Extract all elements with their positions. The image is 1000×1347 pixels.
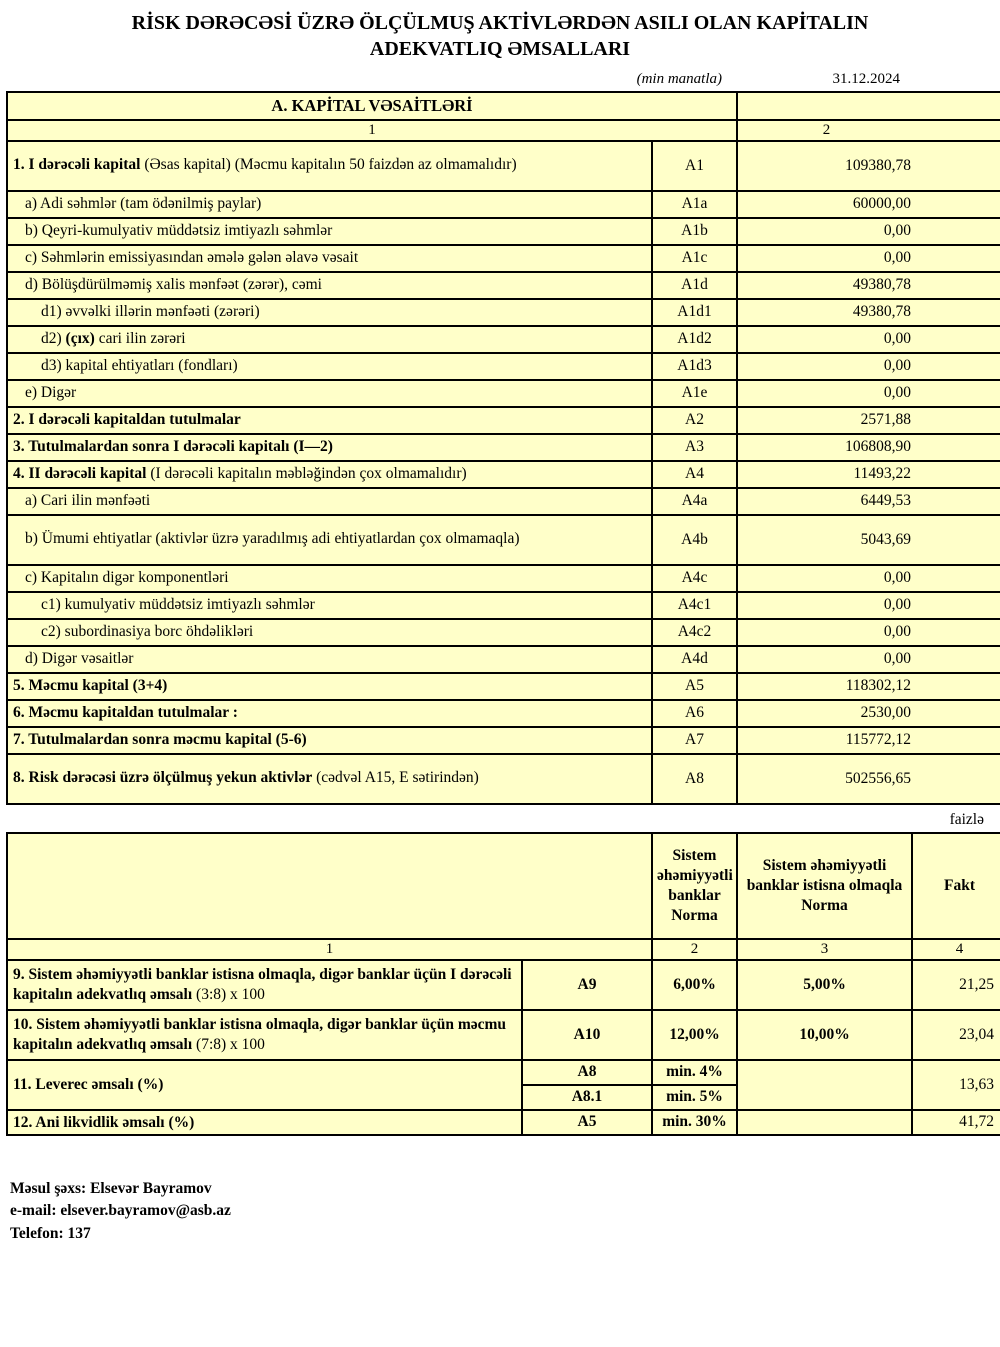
- row-code: A3: [652, 434, 737, 461]
- row-code: A9: [522, 960, 652, 1010]
- row-value: 11493,22: [737, 461, 1000, 488]
- column-number-4: 4: [912, 939, 1000, 960]
- fakt-value: 23,04: [912, 1010, 1000, 1060]
- row-code: A4b: [652, 515, 737, 565]
- ratios-header-row: [7, 833, 1000, 939]
- row-code: A4c2: [652, 619, 737, 646]
- row-code: A4c1: [652, 592, 737, 619]
- table-row: [7, 245, 1000, 272]
- column-number-1: 1: [7, 939, 652, 960]
- col-header-fakt: Fakt: [912, 833, 1000, 939]
- column-number-2: 2: [652, 939, 737, 960]
- row-label: d) Digər vəsaitlər: [7, 646, 652, 673]
- percent-note: faizlə: [949, 810, 984, 828]
- capital-table-header-row: [7, 92, 1000, 120]
- row-code: A1d1: [652, 299, 737, 326]
- row-value: 2530,00: [737, 700, 1000, 727]
- row-label: c1) kumulyativ müddətsiz imtiyazlı səhmlər: [7, 592, 652, 619]
- row-value: 5043,69: [737, 515, 1000, 565]
- row-code: A1d2: [652, 326, 737, 353]
- table-row: [7, 700, 1000, 727]
- table-row: [7, 619, 1000, 646]
- row-value: 115772,12: [737, 727, 1000, 754]
- table-row: [7, 646, 1000, 673]
- capital-table: [6, 91, 1000, 805]
- column-number-row: [7, 939, 1000, 960]
- table-row: [7, 727, 1000, 754]
- row-code: A7: [652, 727, 737, 754]
- row-code: A1: [652, 141, 737, 191]
- row-label: 1. I dərəcəli kapital (Əsas kapital) (Məcmu kapitalın 50 faizdən az olmamalıdır): [7, 141, 652, 191]
- norma-systemic-value: 6,00%: [652, 960, 737, 1010]
- row-value: 118302,12: [737, 673, 1000, 700]
- page-title-line1: RİSK DƏRƏCƏSİ ÜZRƏ ÖLÇÜLMUŞ AKTİVLƏRDƏN ASILI OLAN KAPİTALIN: [131, 12, 869, 34]
- table-row: [7, 515, 1000, 565]
- contact-block: [6, 1178, 994, 1245]
- row-code: A10: [522, 1010, 652, 1060]
- table-row: [7, 272, 1000, 299]
- row-label: d3) kapital ehtiyatları (fondları): [7, 353, 652, 380]
- table-row: [7, 299, 1000, 326]
- row-value: 6449,53: [737, 488, 1000, 515]
- row-code: A1c: [652, 245, 737, 272]
- row-value: 2571,88: [737, 407, 1000, 434]
- table-row: [7, 592, 1000, 619]
- table-row: [7, 218, 1000, 245]
- row-value: 0,00: [737, 353, 1000, 380]
- row-label: a) Adi səhmlər (tam ödənilmiş paylar): [7, 191, 652, 218]
- unit-note: (min manatla): [636, 70, 722, 87]
- table-row: [7, 960, 1000, 1010]
- row-value: 0,00: [737, 619, 1000, 646]
- row-value: 60000,00: [737, 191, 1000, 218]
- table-row: [7, 326, 1000, 353]
- row-code: A4: [652, 461, 737, 488]
- page-title: [6, 10, 994, 63]
- table-row: [7, 461, 1000, 488]
- norma-other-value: [737, 1060, 912, 1110]
- norma-other-value: 5,00%: [737, 960, 912, 1010]
- fakt-value: 41,72: [912, 1110, 1000, 1135]
- table-row: [7, 1110, 1000, 1135]
- row-label: 9. Sistem əhəmiyyətli banklar istisna olmaqla, digər banklar üçün I dərəcəli kapitalın adekvatlıq əmsalı (3:8) x 100: [7, 960, 522, 1010]
- row-code: A6: [652, 700, 737, 727]
- table-row: [7, 1010, 1000, 1060]
- row-code: A8: [652, 754, 737, 804]
- fakt-value: 21,25: [912, 960, 1000, 1010]
- row-code: A8.1: [522, 1085, 652, 1110]
- row-label: b) Qeyri-kumulyativ müddətsiz imtiyazlı səhmlər: [7, 218, 652, 245]
- row-code: A2: [652, 407, 737, 434]
- row-label: e) Digər: [7, 380, 652, 407]
- col-header-norma-other: Sistem əhəmiyyətli banklar istisna olmaqla Norma: [737, 833, 912, 939]
- column-number-3: 3: [737, 939, 912, 960]
- row-label: c) Səhmlərin emissiyasından əmələ gələn əlavə vəsait: [7, 245, 652, 272]
- table-row: [7, 353, 1000, 380]
- table-row: [7, 488, 1000, 515]
- table-row: [7, 673, 1000, 700]
- row-label: 12. Ani likvidlik əmsalı (%): [7, 1110, 522, 1135]
- row-code: A5: [652, 673, 737, 700]
- row-label: 6. Məcmu kapitaldan tutulmalar :: [7, 700, 652, 727]
- row-label: 3. Tutulmalardan sonra I dərəcəli kapitalı (I—2): [7, 434, 652, 461]
- norma-systemic-value: min. 5%: [652, 1085, 737, 1110]
- contact-phone: Telefon: 137: [10, 1224, 91, 1242]
- table-row: [7, 380, 1000, 407]
- row-value: 109380,78: [737, 141, 1000, 191]
- row-code: A5: [522, 1110, 652, 1135]
- row-value: 49380,78: [737, 272, 1000, 299]
- capital-table-title: A. KAPİTAL VƏSAİTLƏRİ: [7, 92, 737, 120]
- row-value: 0,00: [737, 592, 1000, 619]
- row-label: 2. I dərəcəli kapitaldan tutulmalar: [7, 407, 652, 434]
- table-row: [7, 754, 1000, 804]
- row-label: b) Ümumi ehtiyatlar (aktivlər üzrə yaradılmış adi ehtiyatlardan çox olmamaqla): [7, 515, 652, 565]
- row-value: 502556,65: [737, 754, 1000, 804]
- column-number-1: 1: [7, 120, 737, 141]
- norma-other-value: 10,00%: [737, 1010, 912, 1060]
- report-date: 31.12.2024: [832, 70, 900, 87]
- norma-systemic-value: 12,00%: [652, 1010, 737, 1060]
- norma-systemic-value: min. 30%: [652, 1110, 737, 1135]
- row-label: 8. Risk dərəcəsi üzrə ölçülmuş yekun aktivlər (cədvəl A15, E sətirindən): [7, 754, 652, 804]
- row-value: 0,00: [737, 245, 1000, 272]
- row-code: A1d: [652, 272, 737, 299]
- ratios-table: [6, 832, 1000, 1136]
- table-row: [7, 191, 1000, 218]
- row-label: 11. Leverec əmsalı (%): [7, 1060, 522, 1110]
- col-header-norma-systemic: Sistem əhəmiyyətli banklar Norma: [652, 833, 737, 939]
- row-label: 5. Məcmu kapital (3+4): [7, 673, 652, 700]
- row-value: 49380,78: [737, 299, 1000, 326]
- row-value: 106808,90: [737, 434, 1000, 461]
- row-label: d2) (çıx) cari ilin zərəri: [7, 326, 652, 353]
- table-row: [7, 434, 1000, 461]
- table-row: [7, 407, 1000, 434]
- meta-row: [6, 65, 994, 91]
- row-code: A1a: [652, 191, 737, 218]
- row-label: d) Bölüşdürülməmiş xalis mənfəət (zərər), cəmi: [7, 272, 652, 299]
- row-value: 0,00: [737, 380, 1000, 407]
- fakt-value: 13,63: [912, 1060, 1000, 1110]
- row-code: A1d3: [652, 353, 737, 380]
- row-code: A4c: [652, 565, 737, 592]
- row-label: d1) əvvəlki illərin mənfəəti (zərəri): [7, 299, 652, 326]
- contact-email: e-mail: elsever.bayramov@asb.az: [10, 1202, 231, 1220]
- blank-header-cell: [737, 92, 1000, 120]
- norma-systemic-value: min. 4%: [652, 1060, 737, 1085]
- row-code: A8: [522, 1060, 652, 1085]
- table-row: [7, 1060, 1000, 1085]
- row-label: 4. II dərəcəli kapital (I dərəcəli kapitalın məbləğindən çox olmamalıdır): [7, 461, 652, 488]
- row-label: a) Cari ilin mənfəəti: [7, 488, 652, 515]
- row-code: A1b: [652, 218, 737, 245]
- responsible-person: Məsul şəxs: Elsevər Bayramov: [10, 1179, 212, 1197]
- row-label: 10. Sistem əhəmiyyətli banklar istisna olmaqla, digər banklar üçün məcmu kapitalın adekvatlıq əmsalı (7:8) x 100: [7, 1010, 522, 1060]
- row-code: A4a: [652, 488, 737, 515]
- page-title-line2: ADEKVATLIQ ƏMSALLARI: [369, 38, 631, 61]
- table-row: [7, 141, 1000, 191]
- blank-header-cell: [7, 833, 652, 939]
- row-value: 0,00: [737, 565, 1000, 592]
- row-value: 0,00: [737, 218, 1000, 245]
- column-number-row: [7, 120, 1000, 141]
- row-value: 0,00: [737, 326, 1000, 353]
- row-label: c2) subordinasiya borc öhdəlikləri: [7, 619, 652, 646]
- row-code: A1e: [652, 380, 737, 407]
- row-code: A4d: [652, 646, 737, 673]
- row-label: c) Kapitalın digər komponentləri: [7, 565, 652, 592]
- row-label: 7. Tutulmalardan sonra məcmu kapital (5-6): [7, 727, 652, 754]
- norma-other-value: [737, 1110, 912, 1135]
- column-number-2: 2: [737, 120, 1000, 141]
- row-value: 0,00: [737, 646, 1000, 673]
- table-row: [7, 565, 1000, 592]
